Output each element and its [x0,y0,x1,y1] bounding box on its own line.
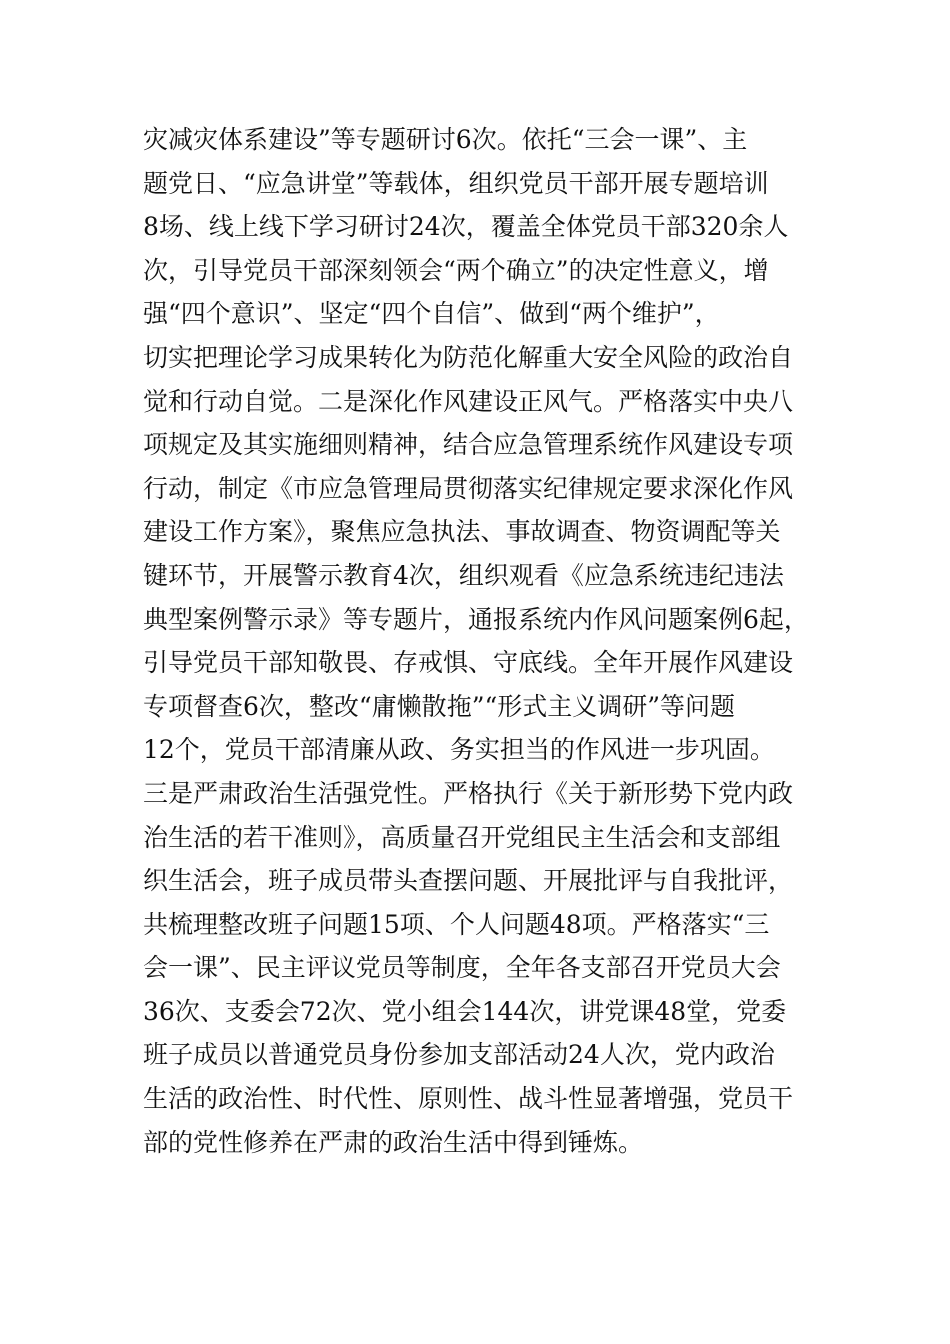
text-line: 灾减灾体系建设”等专题研讨6次。依托“三会一课”、主 [143,125,748,154]
text-line: 次，引导党员干部深刻领会“两个确立”的决定性意义，增 [143,255,769,285]
text-line: 会一课”、民主评议党员等制度，全年各支部召开党员大会 [143,953,781,983]
text-line: 12个，党员干部清廉从政、务实担当的作风进一步巩固。 [143,735,775,765]
text-line: 建设工作方案》，聚焦应急执法、事故调查、物资调配等关 [143,517,781,547]
text-line: 觉和行动自觉。二是深化作风建设正风气。严格落实中央八 [143,386,794,416]
text-line: 共梳理整改班子问题15项、个人问题48项。严格落实“三 [143,909,770,939]
text-line: 36次、支委会72次、党小组会144次，讲党课48堂，党委 [143,996,787,1026]
text-line: 8场、线上线下学习研讨24次，覆盖全体党员干部320余人 [143,212,789,242]
text-line: 项规定及其实施细则精神，结合应急管理系统作风建设专项 [143,430,794,460]
text-line: 典型案例警示录》等专题片，通报系统内作风问题案例6起， [143,604,809,634]
text-line: 题党日、“应急讲堂”等载体，组织党员干部开展专题培训 [143,168,769,198]
text-line: 织生活会，班子成员带头查摆问题、开展批评与自我批评， [143,866,794,896]
text-line: 行动，制定《市应急管理局贯彻落实纪律规定要求深化作风 [143,473,794,503]
text-line: 部的党性修养在严肃的政治生活中得到锤炼。 [143,1127,644,1157]
text-line: 班子成员以普通党员身份参加支部活动24人次，党内政治 [143,1040,775,1070]
text-line: 强“四个意识”、坚定“四个自信”、做到“两个维护”， [143,299,720,329]
body-paragraph [143,118,843,1164]
text-line: 切实把理论学习成果转化为防范化解重大安全风险的政治自 [143,342,794,372]
text-line: 键环节，开展警示教育4次，组织观看《应急系统违纪违法 [143,560,784,590]
text-line: 治生活的若干准则》，高质量召开党组民主生活会和支部组 [143,822,781,852]
text-line: 专项督查6次，整改“庸懒散拖”“形式主义调研”等问题 [143,691,736,721]
text-line: 三是严肃政治生活强党性。严格执行《关于新形势下党内政 [143,778,794,808]
text-line: 生活的政治性、时代性、原则性、战斗性显著增强，党员干 [143,1084,794,1114]
text-line: 引导党员干部知敬畏、存戒惧、守底线。全年开展作风建设 [143,648,794,678]
